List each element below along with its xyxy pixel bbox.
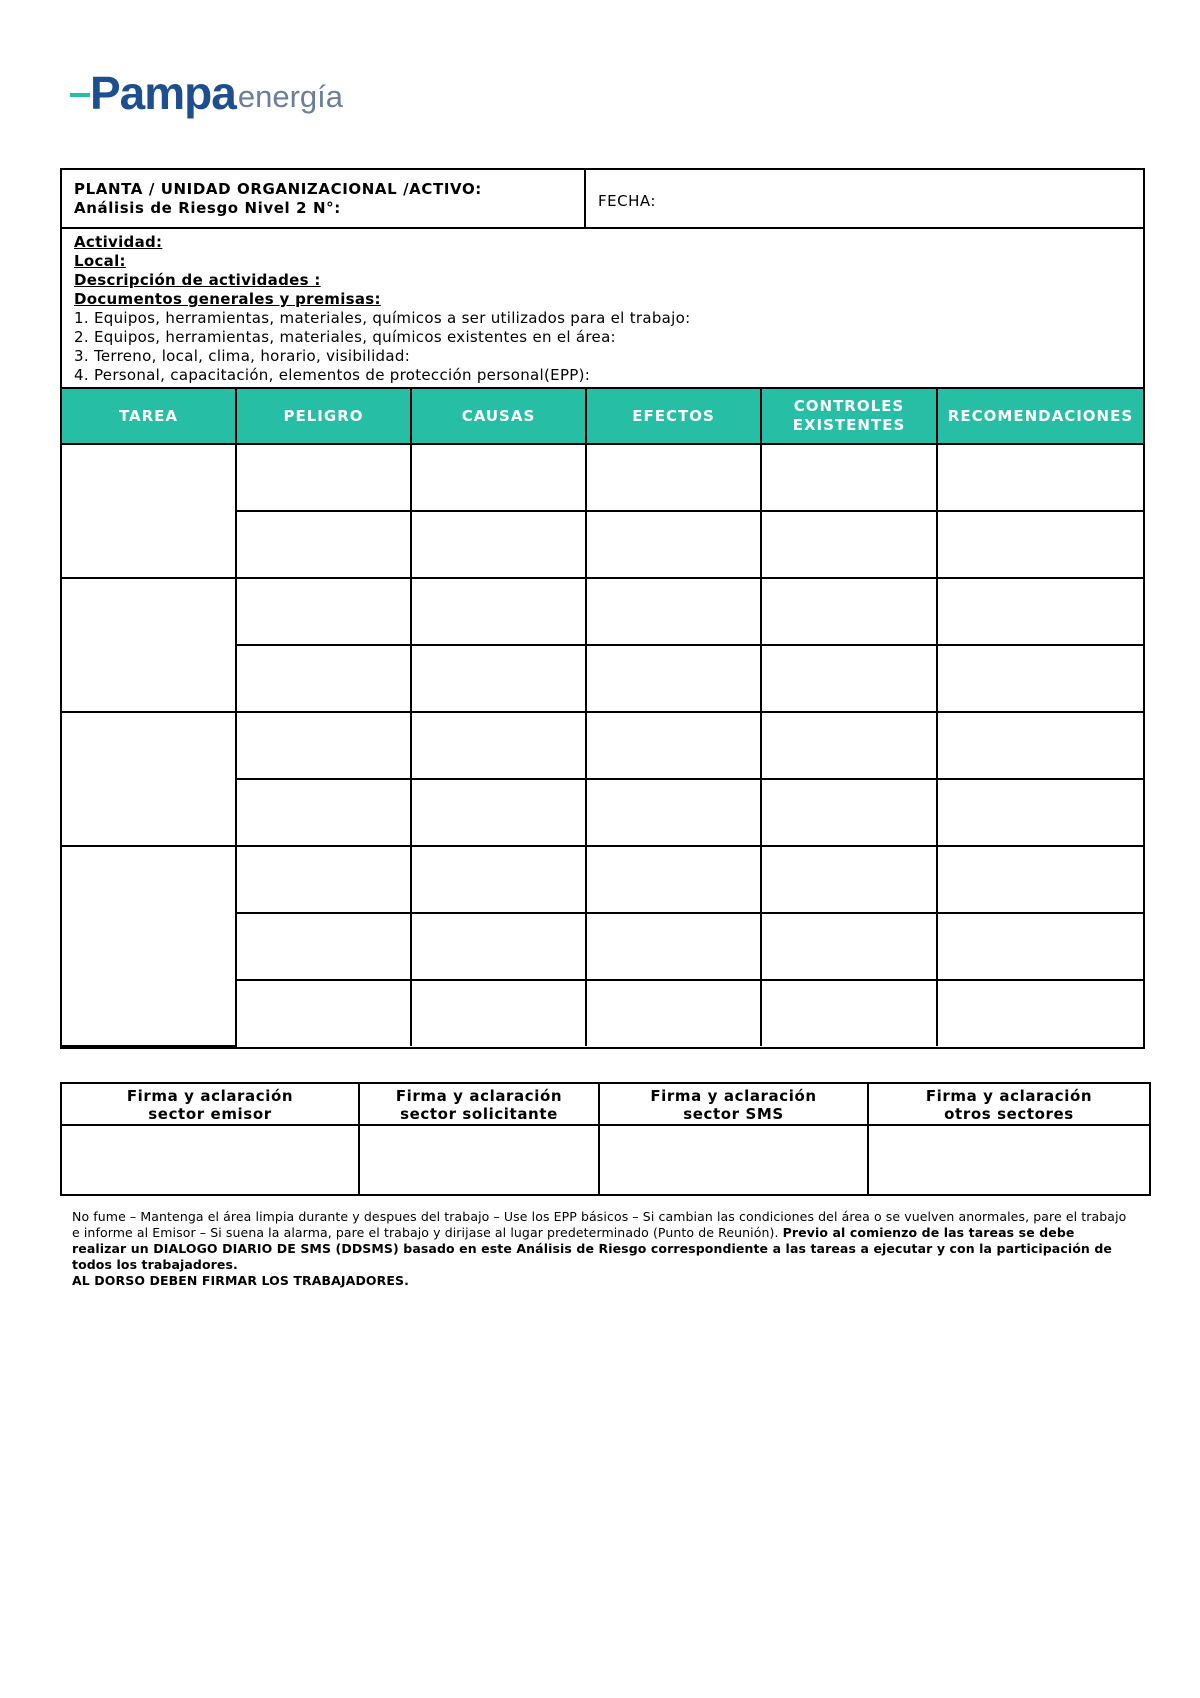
table-cell[interactable] [236,779,411,846]
table-cell[interactable] [761,511,937,578]
signature-cell-otros[interactable] [868,1125,1150,1195]
table-cell[interactable] [411,846,586,913]
table-cell[interactable] [586,846,761,913]
activity-info [62,229,1143,387]
risk-number-label: Análisis de Riesgo Nivel 2 N°: [74,199,341,217]
table-cell[interactable] [236,980,411,1046]
column-header-tarea: TAREA [62,388,236,444]
table-cell[interactable] [937,712,1143,779]
table-row [62,444,1143,511]
table-row [62,846,1143,913]
table-cell[interactable] [411,712,586,779]
date-label: FECHA: [598,192,656,210]
table-row [62,578,1143,645]
table-cell[interactable] [411,645,586,712]
table-cell[interactable] [236,913,411,980]
table-cell[interactable] [411,578,586,645]
premise-item: 1. Equipos, herramientas, materiales, químicos a ser utilizados para el trabajo: [74,309,691,327]
safety-notice-closing: AL DORSO DEBEN FIRMAR LOS TRABAJADORES. [72,1273,409,1288]
date-field[interactable] [586,170,1143,227]
plant-label: PLANTA / UNIDAD ORGANIZACIONAL /ACTIVO: [74,180,482,198]
table-cell[interactable] [937,645,1143,712]
column-header-causas: CAUSAS [411,388,586,444]
table-cell[interactable] [937,444,1143,511]
table-cell[interactable] [411,779,586,846]
signature-cell-emisor[interactable] [61,1125,359,1195]
table-cell[interactable] [937,980,1143,1046]
logo-mark-icon [70,76,90,116]
form-header-left [62,170,586,227]
table-cell[interactable] [586,779,761,846]
table-cell[interactable] [761,712,937,779]
table-cell[interactable] [236,645,411,712]
signature-header-emisor: Firma y aclaración sector emisor [61,1083,359,1125]
risk-table [62,387,1143,1047]
table-cell[interactable] [586,980,761,1046]
task-cell[interactable] [62,578,236,712]
description-label: Descripción de actividades : [74,271,321,289]
safety-notice-text: No fume – Mantenga el área limpia durante y despues del trabajo – Use los EPP básicos – Si cambian las condiciones del área o se vuelven anormales, pare el trabajo e informe al Emisor – Si suena la alarma, pare el trabajo y dirijase al lugar predeterminado (Punto de Reunión). [72,1209,1127,1240]
table-cell[interactable] [586,712,761,779]
table-cell[interactable] [236,712,411,779]
premise-item: 2. Equipos, herramientas, materiales, químicos existentes en el área: [74,328,616,346]
signature-cell-sms[interactable] [599,1125,868,1195]
signature-header-solicitante: Firma y aclaración sector solicitante [359,1083,599,1125]
task-cell[interactable] [62,444,236,578]
table-cell[interactable] [411,980,586,1046]
table-cell[interactable] [937,511,1143,578]
table-cell[interactable] [236,578,411,645]
task-cell[interactable] [62,846,236,1046]
premise-item: 4. Personal, capacitación, elementos de protección personal(EPP): [74,366,591,384]
risk-table-header [62,388,1143,444]
table-cell[interactable] [937,846,1143,913]
table-cell[interactable] [411,913,586,980]
local-label: Local: [74,252,126,270]
safety-notice-bold: Previo al comienzo de las tareas se debe realizar un DIALOGO DIARIO DE SMS (DDSMS) basado en este Análisis de Riesgo correspondiente a las tareas a ejecutar y con la participación de todos los trabajadores. [72,1225,1112,1272]
table-cell[interactable] [761,444,937,511]
task-cell[interactable] [62,712,236,846]
signature-row [61,1125,1150,1195]
table-cell[interactable] [761,846,937,913]
signature-header-sms: Firma y aclaración sector SMS [599,1083,868,1125]
table-cell[interactable] [236,511,411,578]
column-header-efectos: EFECTOS [586,388,761,444]
risk-analysis-form [60,168,1145,1049]
logo-brand-text: Pampa [90,67,236,119]
signature-table [60,1082,1151,1196]
table-cell[interactable] [761,578,937,645]
table-cell[interactable] [761,779,937,846]
table-cell[interactable] [586,645,761,712]
table-cell[interactable] [761,980,937,1046]
table-cell[interactable] [761,645,937,712]
signature-cell-solicitante[interactable] [359,1125,599,1195]
activity-label: Actividad: [74,233,163,251]
table-cell[interactable] [586,913,761,980]
form-header [62,170,1143,229]
premise-item: 3. Terreno, local, clima, horario, visibilidad: [74,347,411,365]
table-cell[interactable] [937,913,1143,980]
table-cell[interactable] [586,578,761,645]
signature-header-row [61,1083,1150,1125]
table-cell[interactable] [937,779,1143,846]
company-logo [70,56,343,119]
table-cell[interactable] [761,913,937,980]
table-cell[interactable] [411,511,586,578]
table-row [62,712,1143,779]
documents-label: Documentos generales y premisas: [74,290,381,308]
table-cell[interactable] [236,846,411,913]
column-header-controles: CONTROLES EXISTENTES [761,388,937,444]
column-header-recomendaciones: RECOMENDACIONES [937,388,1143,444]
logo-suffix-text: energía [237,79,343,114]
signature-header-otros: Firma y aclaración otros sectores [868,1083,1150,1125]
table-cell[interactable] [586,511,761,578]
table-cell[interactable] [586,444,761,511]
table-cell[interactable] [937,578,1143,645]
column-header-peligro: PELIGRO [236,388,411,444]
table-cell[interactable] [236,444,411,511]
safety-notice [72,1209,1132,1289]
table-cell[interactable] [411,444,586,511]
